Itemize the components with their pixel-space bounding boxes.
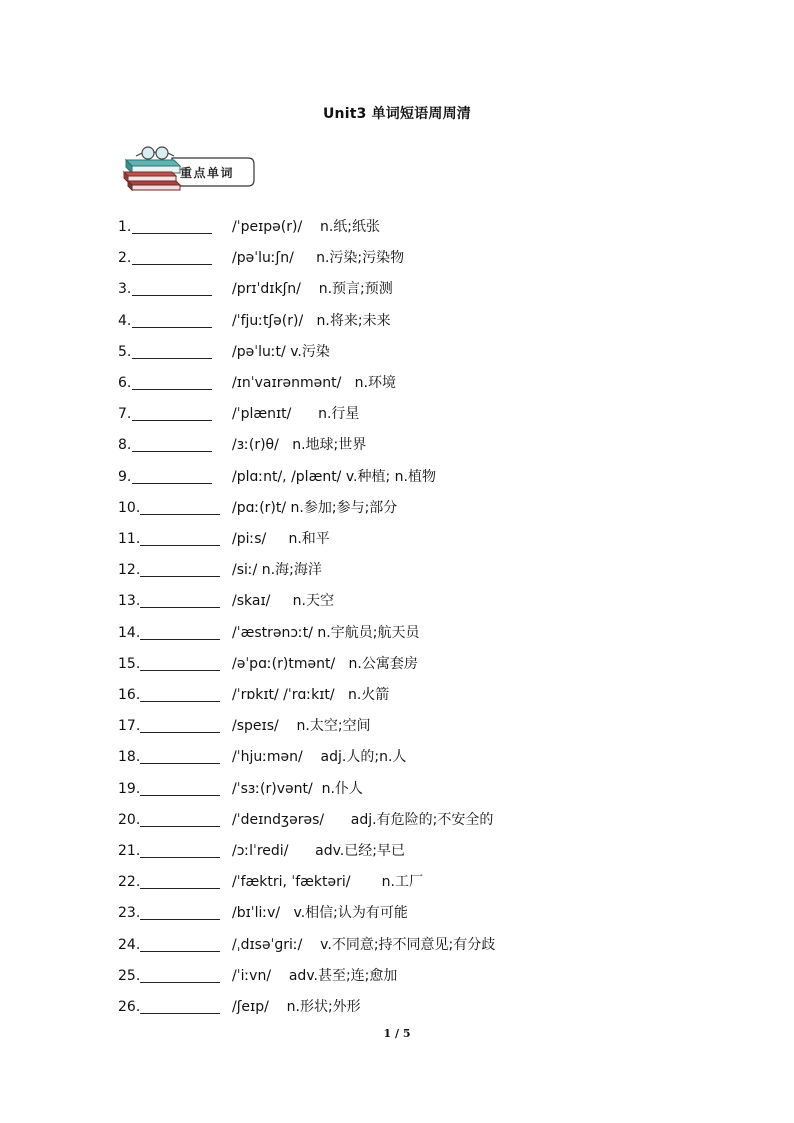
word-entry: /ˈpeɪpə(r)/ n.纸;纸张 [232,219,381,235]
answer-blank[interactable] [140,763,220,764]
answer-blank[interactable] [140,639,220,640]
word-number: 8. [118,437,132,454]
word-number: 22. [118,874,141,891]
word-number: 11. [118,531,141,547]
answer-blank[interactable] [132,451,212,452]
word-number: 6. [118,375,132,391]
word-entry: /pəˈluːt/ v.污染 [232,343,330,360]
word-number: 26. [118,999,141,1015]
word-entry: /ˈplænɪt/ n.行星 [232,406,360,423]
word-number: 16. [118,687,141,703]
answer-blank[interactable] [132,327,212,328]
word-entry: /ˈdeɪndʒərəs/ adj.有危险的;不安全的 [232,811,494,828]
word-entry: /skaɪ/ n.天空 [232,593,334,610]
answer-blank[interactable] [140,670,220,671]
answer-blank[interactable] [140,982,220,983]
word-entry: /prɪˈdɪkʃn/ n.预言;预测 [232,281,393,298]
word-number: 5. [118,343,132,360]
word-number: 7. [118,406,132,423]
word-entry: /ˈhjuːmən/ adj.人的;n.人 [232,749,407,766]
word-entry: /pɑː(r)t/ n.参加;参与;部分 [232,499,398,516]
answer-blank[interactable] [140,514,220,515]
section-title: 重点单词 [180,166,235,180]
answer-blank[interactable] [140,951,220,952]
word-entry: /ˈiːvn/ adv.甚至;连;愈加 [232,967,398,984]
word-number: 21. [118,843,141,859]
word-number: 18. [118,749,141,766]
page-title: Unit3 单词短语周周清 [322,106,472,122]
word-number: 10. [118,499,141,516]
word-entry: /siː/ n.海;海洋 [232,562,322,579]
answer-blank[interactable] [132,483,212,484]
answer-blank[interactable] [140,857,220,858]
page-number: 1 / 5 [383,1027,411,1040]
word-entry: /ɪnˈvaɪrənmənt/ n.环境 [232,375,396,391]
word-entry: /ˌdɪsəˈɡriː/ v.不同意;持不同意见;有分歧 [232,936,496,953]
word-entry: /ˈfæktri, ˈfæktəri/ n.工厂 [232,874,423,891]
answer-blank[interactable] [140,545,220,546]
section-header [120,142,255,192]
word-number: 9. [118,468,132,485]
answer-blank[interactable] [140,576,220,577]
answer-blank[interactable] [132,358,212,359]
answer-blank[interactable] [132,264,212,265]
answer-blank[interactable] [140,1013,220,1014]
word-entry: /ʃeɪp/ n.形状;外形 [232,999,361,1015]
word-number: 23. [118,905,141,922]
word-number: 12. [118,562,141,579]
answer-blank[interactable] [140,919,220,920]
word-number: 20. [118,811,141,828]
word-number: 2. [118,250,132,267]
word-number: 25. [118,967,141,984]
word-number: 14. [118,624,141,641]
answer-blank[interactable] [140,732,220,733]
word-entry: /əˈpɑː(r)tmənt/ n.公寓套房 [232,655,418,672]
word-entry: /ˈæstrənɔːt/ n.宇航员;航天员 [232,624,420,641]
word-entry: /pəˈluːʃn/ n.污染;污染物 [232,250,405,267]
word-number: 1. [118,219,132,235]
word-number: 15. [118,655,141,672]
word-entry: /ɔːlˈredi/ adv.已经;早已 [232,843,405,859]
answer-blank[interactable] [132,420,212,421]
answer-blank[interactable] [132,389,212,390]
answer-blank[interactable] [140,795,220,796]
answer-blank[interactable] [140,888,220,889]
word-entry: /ˈrɒkɪt/ /ˈrɑːkɪt/ n.火箭 [232,687,390,703]
word-entry: /ɜː(r)θ/ n.地球;世界 [232,437,367,454]
word-entry: /speɪs/ n.太空;空间 [232,718,371,735]
word-number: 19. [118,780,141,797]
word-entry: /bɪˈliːv/ v.相信;认为有可能 [232,905,408,922]
answer-blank[interactable] [140,607,220,608]
word-number: 13. [118,593,141,610]
word-number: 17. [118,718,141,735]
word-entry: /plɑːnt/, /plænt/ v.种植; n.植物 [232,468,436,485]
word-entry: /ˈsɜː(r)vənt/ n.仆人 [232,780,363,797]
word-number: 4. [118,312,132,329]
word-entry: /piːs/ n.和平 [232,531,330,547]
answer-blank[interactable] [132,295,212,296]
answer-blank[interactable] [140,701,220,702]
answer-blank[interactable] [132,233,212,234]
word-entry: /ˈfjuːtʃə(r)/ n.将来;未来 [232,312,391,329]
word-number: 24. [118,936,141,953]
word-number: 3. [118,281,132,298]
answer-blank[interactable] [140,826,220,827]
